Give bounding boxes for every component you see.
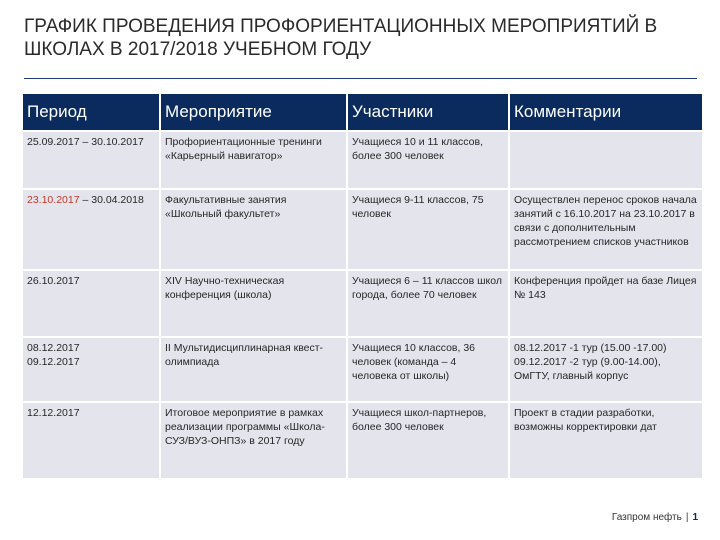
cell-participants: Учащиеся 10 и 11 классов, более 300 человек [348, 132, 508, 188]
period-line-2: 09.12.2017 [27, 356, 80, 368]
header-event: Мероприятие [161, 94, 346, 130]
schedule-table [21, 92, 704, 480]
company-name: Газпром нефть [611, 512, 682, 523]
cell-event: XIV Научно-техническая конференция (школа) [161, 271, 346, 336]
comment-line-1: 08.12.2017 -1 тур (15.00 -17.00) [514, 342, 667, 354]
footer-separator: | [685, 512, 689, 523]
page-title-line-1: ГРАФИК ПРОВЕДЕНИЯ ПРОФОРИЕНТАЦИОННЫХ МЕРОПРИЯТИЙ В [24, 16, 658, 37]
page-number: 1 [692, 512, 698, 523]
header-period: Период [23, 94, 159, 130]
cell-period [23, 190, 159, 269]
cell-comment: Осуществлен перенос сроков начала занятий с 16.10.2017 на 23.10.2017 в связи с дополнительным рассмотрением списков участников [510, 190, 702, 269]
period-line-1: 08.12.2017 [27, 342, 80, 354]
cell-period: 25.09.2017 – 30.10.2017 [23, 132, 159, 188]
cell-participants: Учащиеся 10 классов, 36 человек (команда – 4 человека от школы) [348, 338, 508, 401]
page-title [24, 15, 704, 61]
table-row [23, 132, 702, 188]
cell-comment: Проект в стадии разработки, возможны корректировки дат [510, 403, 702, 478]
table-row [23, 338, 702, 401]
page-title-line-2: ШКОЛАХ В 2017/2018 УЧЕБНОМ ГОДУ [24, 39, 372, 60]
cell-period: 12.12.2017 [23, 403, 159, 478]
cell-participants: Учащиеся 6 – 11 классов школ города, более 70 человек [348, 271, 508, 336]
cell-participants: Учащиеся школ-партнеров, более 300 человек [348, 403, 508, 478]
table-row [23, 190, 702, 269]
cell-participants: Учащиеся 9-11 классов, 75 человек [348, 190, 508, 269]
comment-line-2: 09.12.2017 -2 тур (9.00-14.00), ОмГТУ, главный корпус [514, 356, 661, 382]
cell-event: Факультативные занятия «Школьный факультет» [161, 190, 346, 269]
period-end: – 30.04.2018 [79, 194, 144, 206]
cell-event: Профориентационные тренинги «Карьерный навигатор» [161, 132, 346, 188]
cell-comment [510, 132, 702, 188]
cell-period: 26.10.2017 [23, 271, 159, 336]
header-comments: Комментарии [510, 94, 702, 130]
table-row [23, 271, 702, 336]
header-participants: Участники [348, 94, 508, 130]
period-start-highlight: 23.10.2017 [27, 194, 80, 206]
table-row [23, 403, 702, 478]
title-divider [24, 78, 697, 79]
cell-comment [510, 338, 702, 401]
table-header-row [23, 94, 702, 130]
slide-footer [612, 512, 698, 523]
cell-period [23, 338, 159, 401]
cell-event: Итоговое мероприятие в рамках реализации программы «Школа-СУЗ/ВУЗ-ОНПЗ» в 2017 году [161, 403, 346, 478]
cell-event: II Мультидисциплинарная квест-олимпиада [161, 338, 346, 401]
cell-comment: Конференция пройдет на базе Лицея № 143 [510, 271, 702, 336]
